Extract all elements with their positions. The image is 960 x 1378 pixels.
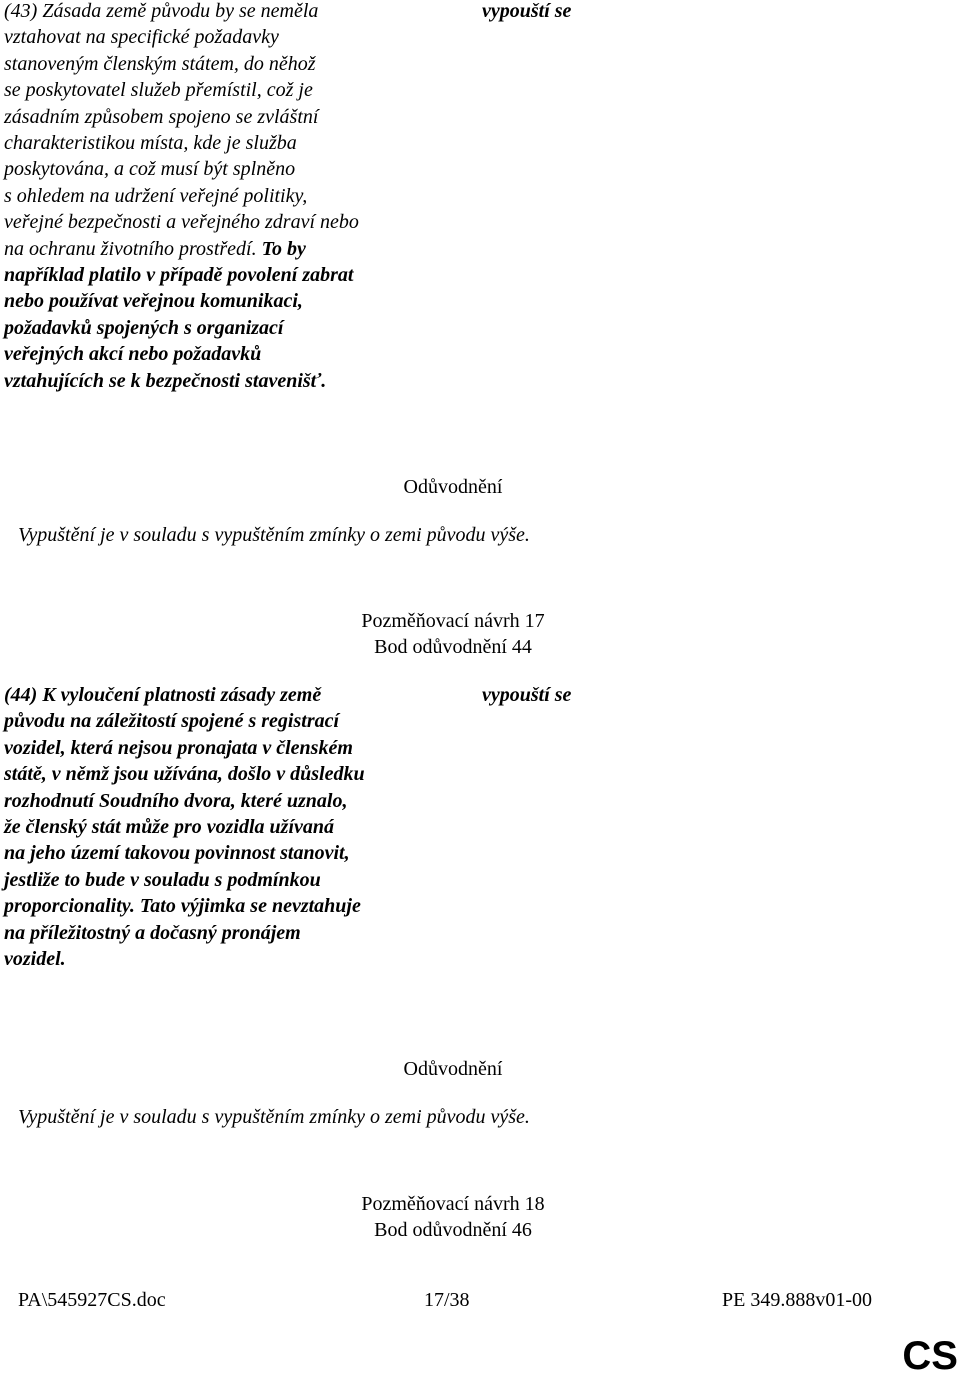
recital-44-line: že členský stát může pro vozidla užívaná xyxy=(4,816,335,839)
justification-text-1: Vypuštění je v souladu s vypuštěním zmínky o zemi původu výše. xyxy=(18,524,530,546)
recital-43-line: stanoveným členským státem, do něhož xyxy=(4,52,316,75)
recital-43-line: požadavků spojených s organizací xyxy=(4,316,284,339)
recital-44-line: jestliže to bude v souladu s podmínkou xyxy=(4,868,321,891)
recital-43-text xyxy=(4,0,434,394)
footer-pe-ref: PE 349.888v01-00 xyxy=(722,1289,872,1311)
amendment-18-subtitle: Bod odůvodnění 46 xyxy=(374,1219,532,1241)
amendment-17-title: Pozměňovací návrh 17 xyxy=(361,610,545,632)
recital-44-line: rozhodnutí Soudního dvora, které uznalo, xyxy=(4,789,348,812)
recital-43-deleted-label: vypouští se xyxy=(482,0,572,22)
recital-43-line: zásadním způsobem spojeno se zvláštní xyxy=(4,105,319,128)
recital-44-line: vozidel. xyxy=(4,948,66,971)
recital-43-line: poskytována, a což musí být splněno xyxy=(4,158,296,181)
recital-43-line: například platilo v případě povolení zabrat xyxy=(4,264,354,287)
recital-43-line: se poskytovatel služeb přemístil, což je xyxy=(4,79,313,102)
recital-43-line: na ochranu životního prostředí. To by xyxy=(4,237,306,260)
justification-heading-2: Odůvodnění xyxy=(403,1058,503,1080)
footer-page-number: 17/38 xyxy=(424,1289,470,1311)
recital-43-line: charakteristikou místa, kde je služba xyxy=(4,132,297,155)
recital-44-line: původu na záležitostí spojené s registrací xyxy=(4,710,340,733)
language-code: CS xyxy=(902,1334,958,1378)
justification-heading-1: Odůvodnění xyxy=(403,476,503,498)
amendment-18-title: Pozměňovací návrh 18 xyxy=(361,1193,545,1215)
recital-44-deleted-label: vypouští se xyxy=(482,684,572,706)
recital-44-text xyxy=(4,682,434,972)
justification-text-2: Vypuštění je v souladu s vypuštěním zmínky o zemi původu výše. xyxy=(18,1106,530,1128)
recital-44-line: na příležitostný a dočasný pronájem xyxy=(4,921,301,944)
recital-43-line: s ohledem na udržení veřejné politiky, xyxy=(4,184,308,207)
recital-43-bold-start: To by xyxy=(256,237,306,260)
recital-43-line: vztahujících se k bezpečnosti stavenišť. xyxy=(4,369,327,392)
recital-43-line: veřejné bezpečnosti a veřejného zdraví nebo xyxy=(4,211,359,234)
recital-44-line: státě, v němž jsou užívána, došlo v důsledku xyxy=(4,763,365,786)
footer-doc-ref: PA\545927CS.doc xyxy=(18,1289,166,1311)
recital-43-line: veřejných akcí nebo požadavků xyxy=(4,343,262,366)
recital-43-line: vztahovat na specifické požadavky xyxy=(4,26,279,49)
recital-44-line: vozidel, která nejsou pronajata v členském xyxy=(4,736,353,759)
recital-44-line: proporcionality. Tato výjimka se nevztahuje xyxy=(4,895,361,918)
recital-43-line: nebo používat veřejnou komunikaci, xyxy=(4,290,303,313)
recital-44-line: (44) K vyloučení platnosti zásady země xyxy=(4,684,322,706)
recital-44-line: na jeho území takovou povinnost stanovit, xyxy=(4,842,350,865)
amendment-17-subtitle: Bod odůvodnění 44 xyxy=(374,636,532,658)
recital-43-line: (43) Zásada země původu by se neměla xyxy=(4,0,319,22)
